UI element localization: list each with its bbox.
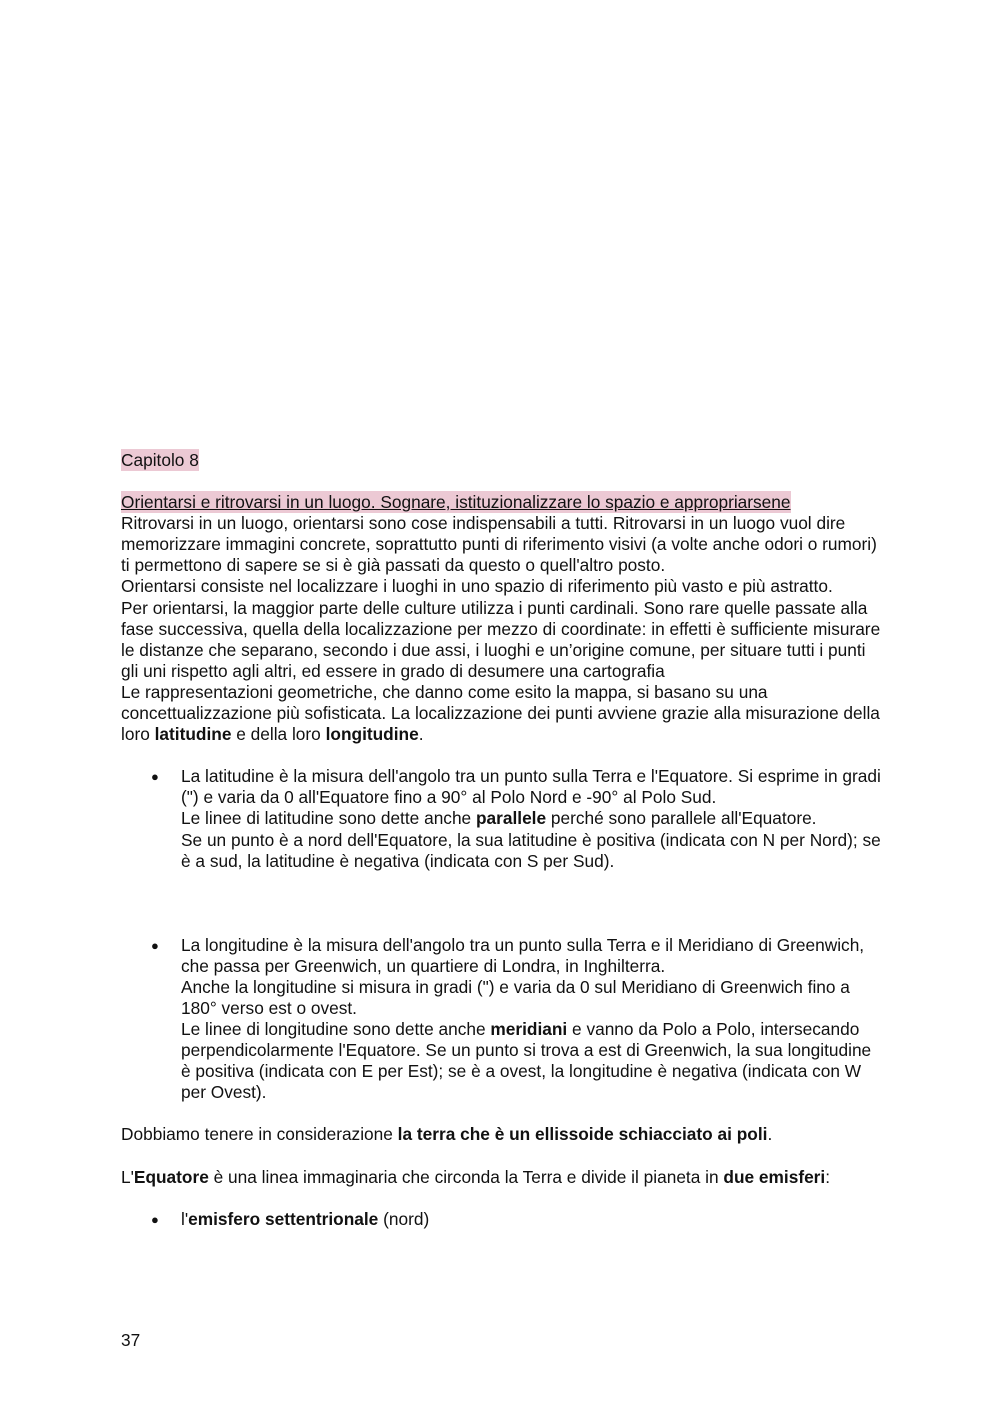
bullet-icon: ● <box>151 1211 159 1227</box>
ellipsoid-paragraph: Dobbiamo tenere in considerazione la terra che è un ellissoide schiacciato ai poli. <box>121 1124 773 1145</box>
bullet-icon: ● <box>151 769 159 785</box>
term-meridiani: meridiani <box>490 1019 568 1040</box>
chapter-label: Capitolo 8 <box>121 450 199 470</box>
latitude-list <box>121 766 881 871</box>
longitude-list <box>121 935 881 1104</box>
page-number: 37 <box>121 1330 141 1350</box>
term-parallele: parallele <box>475 808 547 829</box>
list-item-latitude: ● La latitudine è la misura dell'angolo tra un punto sulla Terra e l'Equatore. Si esprime in gradi (") e varia da 0 all'Equatore fino a 90° al Polo Nord e -90° al Polo Sud. Le linee di latitudine sono dette anche parallele perché sono parallele all'Equatore. Se un punto è a nord dell'Equatore, la sua latitudine è positiva (indicata con N per Nord); se è a sud, la latitudine è negativa (indicata con S per Sud). <box>151 766 881 871</box>
hemisphere-list <box>121 1209 881 1230</box>
section-title: Orientarsi e ritrovarsi in un luogo. Sognare, istituzionalizzare lo spazio e appropriarsene <box>121 492 791 513</box>
intro-paragraph-2: Orientarsi consiste nel localizzare i luoghi in uno spazio di riferimento più vasto e più astratto. <box>121 576 833 597</box>
equator-paragraph: L'Equatore è una linea immaginaria che circonda la Terra e divide il pianeta in due emisferi: <box>121 1166 831 1187</box>
list-item-longitude: ● La longitudine è la misura dell'angolo tra un punto sulla Terra e il Meridiano di Greenwich, che passa per Greenwich, un quartiere di Londra, in Inghilterra. Anche la longitudine si misura in gradi (") e varia da 0 sul Meridiano di Greenwich fino a 180° verso est o ovest. Le linee di longitudine sono dette anche meridiani e vanno da Polo a Polo, intersecando perpendicolarmente l'Equatore. Se un punto si trova a est di Greenwich, la sua longitudine è positiva (indicata con E per Est); se è a ovest, la longitudine è negativa (indicata con W per Ovest). <box>151 934 872 1103</box>
term-latitudine: latitudine <box>154 724 232 745</box>
intro-paragraph-4: Le rappresentazioni geometriche, che danno come esito la mappa, si basano su una concettualizzazione più sofisticata. La localizzazione dei punti avviene grazie alla misurazione della loro latitudine e della loro longitudine. <box>121 681 880 745</box>
intro-paragraph-1: Ritrovarsi in un luogo, orientarsi sono cose indispensabili a tutti. Ritrovarsi in un luogo vuol dire memorizzare immagini concrete, soprattutto punti di riferimento visivi (a volte anche odori o rumori) ti permettono di sapere se si è già passati da questo o quell'altro posto. <box>121 513 877 576</box>
page-content <box>121 450 881 1230</box>
bullet-icon: ● <box>151 937 159 953</box>
intro-paragraph-3: Per orientarsi, la maggior parte delle culture utilizza i punti cardinali. Sono rare quelle passate alla fase successiva, quella della localizzazione per mezzo di coordinate: in effetti è sufficiente misurare le distanze che separano, secondo i due assi, i luoghi e un’origine comune, per situare tutti i punti gli uni rispetto agli altri, ed essere in grado di desumere una cartografia <box>121 597 881 681</box>
list-item-hemisphere-north: ● l'emisfero settentrionale (nord) <box>151 1208 430 1229</box>
term-longitudine: longitudine <box>325 724 419 745</box>
